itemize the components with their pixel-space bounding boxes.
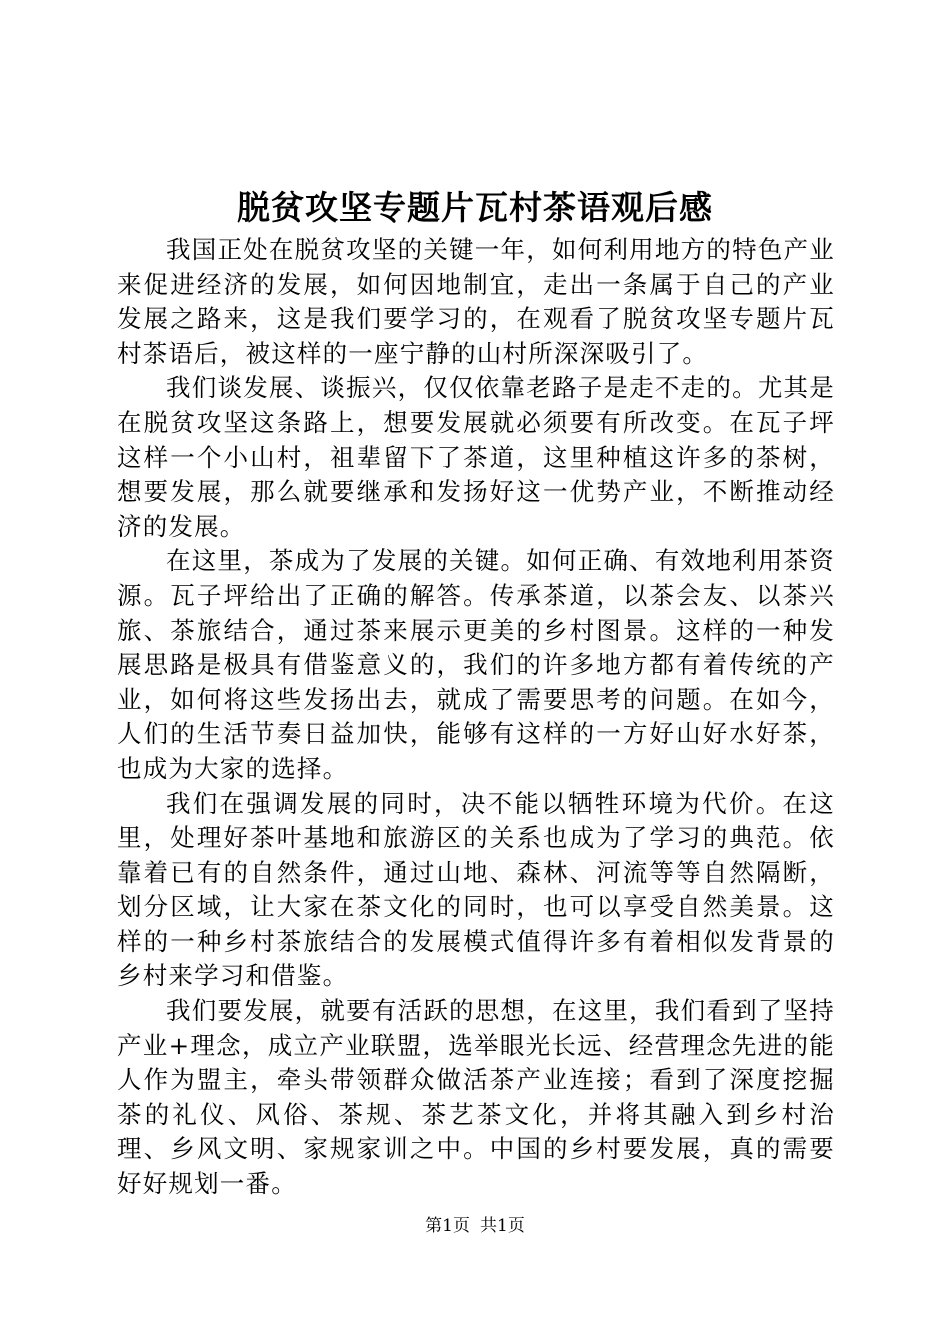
page-footer <box>0 1214 950 1238</box>
paragraph: 在这里，茶成为了发展的关键。如何正确、有效地利用茶资源。瓦子坪给出了正确的解答。传承茶道，以茶会友、以茶兴旅、茶旅结合，通过茶来展示更美的乡村图景。这样的一种发展思路是极具有借鉴意义的，我们的许多地方都有着传统的产业，如何将这些发扬出去，就成了需要思考的问题。在如今，人们的生活节奏日益加快，能够有这样的一方好山好水好茶，也成为大家的选择。 <box>117 546 835 783</box>
page-total: 共1页 <box>480 1216 525 1236</box>
paragraph: 我们谈发展、谈振兴，仅仅依靠老路子是走不走的。尤其是在脱贫攻坚这条路上，想要发展就必须要有所改变。在瓦子坪这样一个小山村，祖辈留下了茶道，这里种植这许多的茶树，想要发展，那么就要继承和发扬好这一优势产业，不断推动经济的发展。 <box>117 373 835 541</box>
paragraph: 我们在强调发展的同时，决不能以牺牲环境为代价。在这里，处理好茶叶基地和旅游区的关系也成为了学习的典范。依靠着已有的自然条件，通过山地、森林、河流等等自然隔断，划分区域，让大家在茶文化的同时，也可以享受自然美景。这样的一种乡村茶旅结合的发展模式值得许多有着相似发背景的乡村来学习和借鉴。 <box>117 788 835 991</box>
paragraph: 我国正处在脱贫攻坚的关键一年，如何利用地方的特色产业来促进经济的发展，如何因地制宜，走出一条属于自己的产业发展之路来，这是我们要学习的，在观看了脱贫攻坚专题片瓦村茶语后，被这样的一座宁静的山村所深深吸引了。 <box>117 235 835 368</box>
document-body <box>117 233 835 1202</box>
paragraph: 我们要发展，就要有活跃的思想，在这里，我们看到了坚持产业+理念，成立产业联盟，选举眼光长远、经营理念先进的能人作为盟主，牵头带领群众做活茶产业连接；看到了深度挖掘茶的礼仪、风俗、茶规、茶艺茶文化，并将其融入到乡村治理、乡风文明、家规家训之中。中国的乡村要发展，真的需要好好规划一番。 <box>117 996 835 1199</box>
page-number: 第1页 <box>425 1216 470 1236</box>
document-title: 脱贫攻坚专题片瓦村茶语观后感 <box>237 188 713 227</box>
